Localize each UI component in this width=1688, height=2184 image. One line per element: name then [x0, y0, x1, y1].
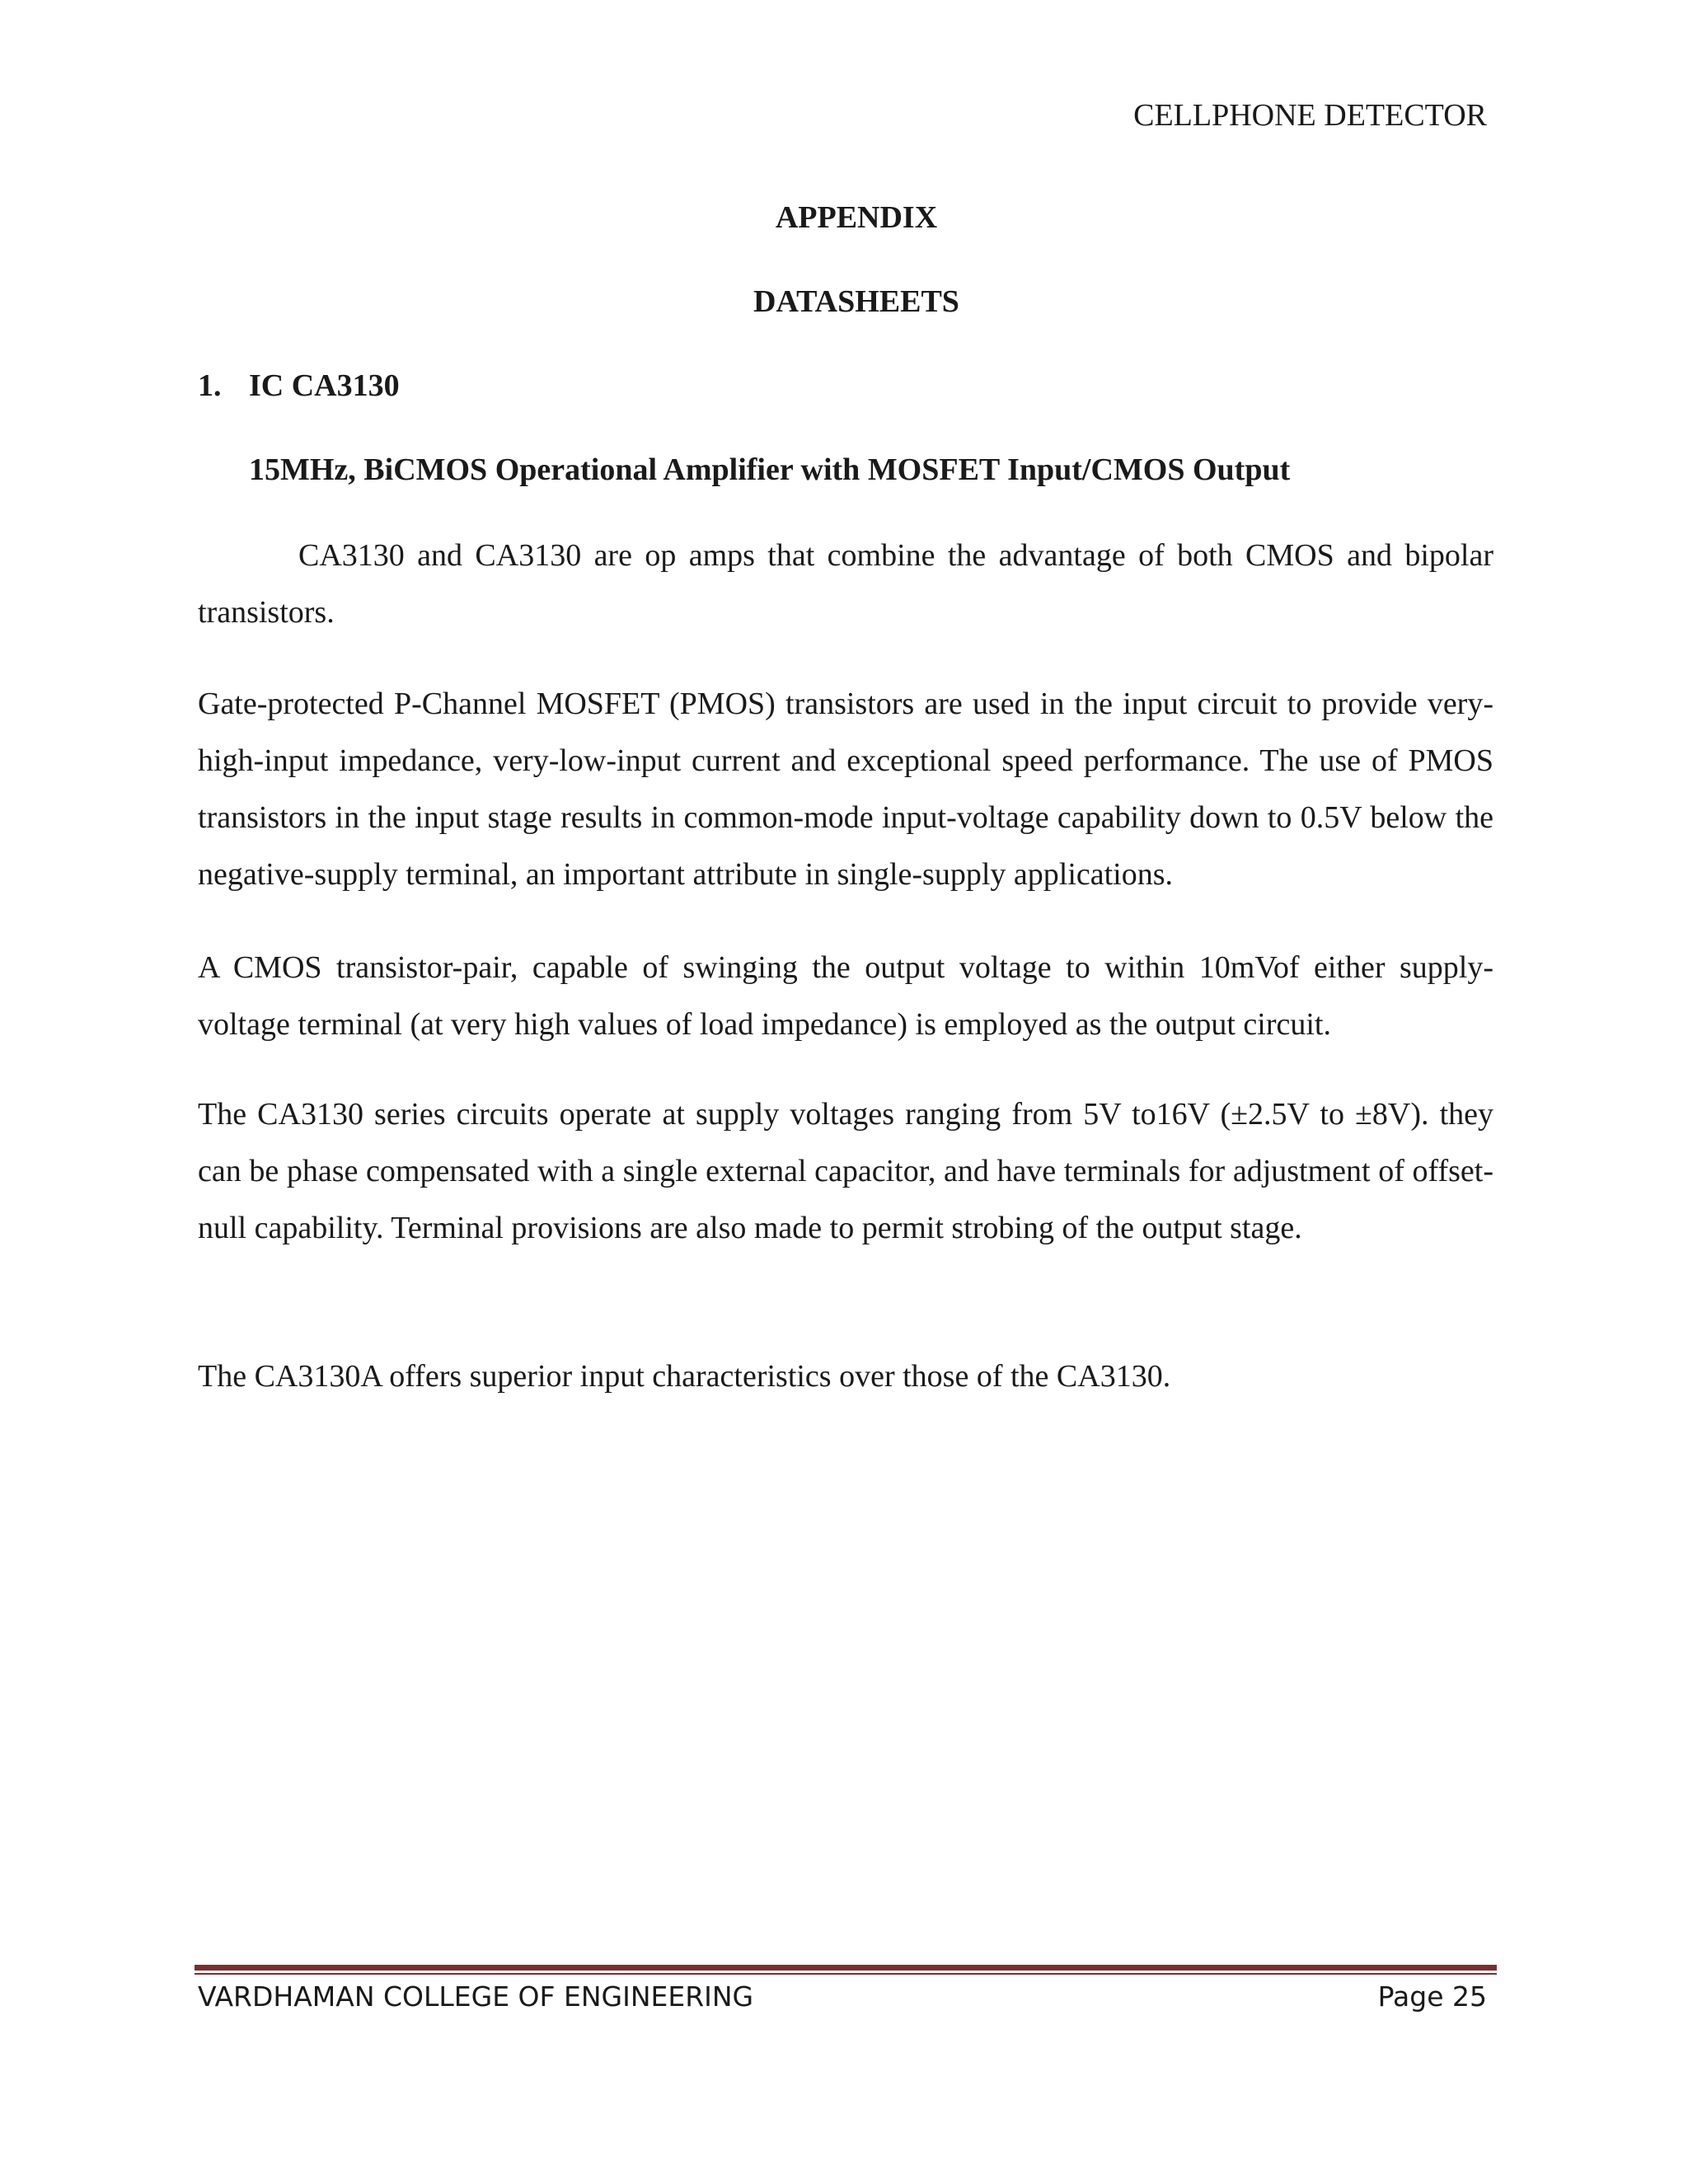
paragraph-supply-voltage: The CA3130 series circuits operate at supply voltages ranging from 5V to16V (±2.5V to ±8V). they can be phase compensated with a single external capacitor, and have terminals for adjustment of offset-null capability. Terminal provisions are also made to permit strobing of the output stage. [198, 1097, 1493, 1245]
paragraph-intro: CA3130 and CA3130 are op amps that combine the advantage of both CMOS and bipolar transistors. [198, 538, 1493, 630]
footer-rule [195, 1965, 1497, 1971]
section-number: 1. [198, 368, 222, 403]
section-heading [198, 368, 400, 405]
datasheets-title: DATASHEETS [753, 284, 959, 319]
paragraph-pmos-input: Gate-protected P-Channel MOSFET (PMOS) transistors are used in the input circuit to provide very-high-input impedance, very-low-input current and exceptional speed performance. The use of PMOS transistors in the input stage results in common-mode input-voltage capability down to 0.5V below the negative-supply terminal, an important attribute in single-supply applications. [198, 687, 1493, 892]
page-number: Page 25 [1377, 1980, 1487, 2013]
footer-institution: VARDHAMAN COLLEGE OF ENGINEERING [198, 1980, 754, 2013]
section-title: IC CA3130 [249, 368, 400, 403]
section-subtitle: 15MHz, BiCMOS Operational Amplifier with MOSFET Input/CMOS Output [249, 452, 1291, 487]
paragraph-ca3130a: The CA3130A offers superior input characteristics over those of the CA3130. [198, 1359, 1171, 1394]
running-header: CELLPHONE DETECTOR [1133, 98, 1487, 133]
footer-rule-thin [195, 1973, 1497, 1975]
appendix-title: APPENDIX [775, 200, 938, 235]
paragraph-cmos-output: A CMOS transistor-pair, capable of swinging the output voltage to within 10mVof either supply-voltage terminal (at very high values of load impedance) is employed as the output circuit. [198, 950, 1493, 1042]
